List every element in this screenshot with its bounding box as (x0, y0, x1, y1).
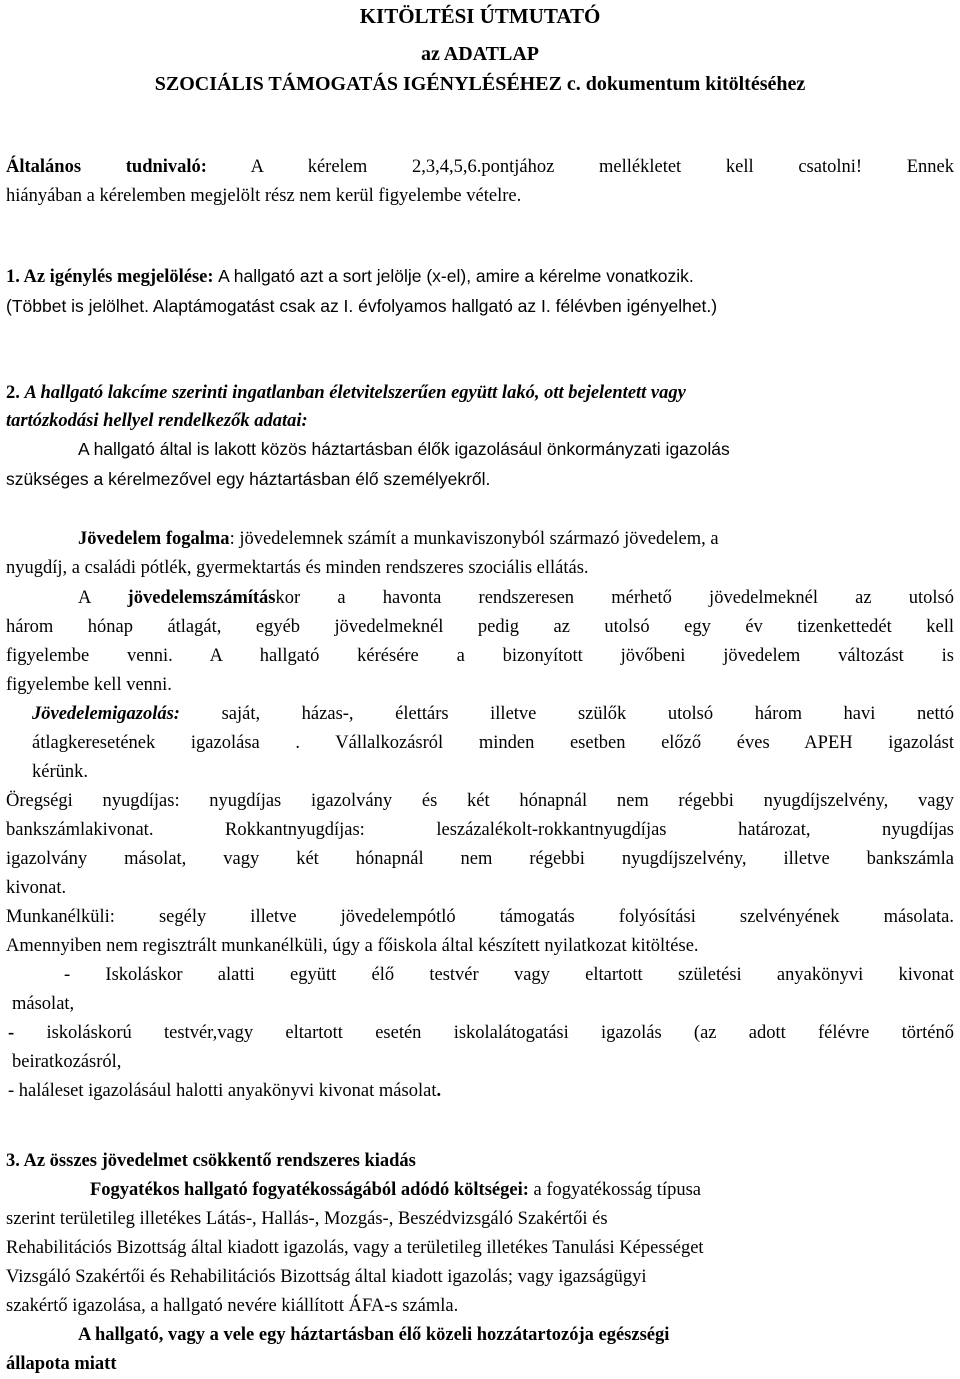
health-line-1: A hallgató, vagy a vele egy háztartásban élő közeli hozzátartozója egészségi (78, 1325, 670, 1345)
section3-heading: 3. Az összes jövedelmet csökkentő rendszeres kiadás (6, 1151, 416, 1171)
sibling-bullet-line-1: - Iskoláskor alatti együtt élő testvér vagy eltartott születési anyakönyvi kivonat (64, 965, 954, 985)
income-calc-line-3: figyelembe venni. A hallgató kérésére a bizonyított jövőbeni jövedelem változást is (6, 646, 954, 666)
section2-household-line-1: A hallgató által is lakott közös háztartásban élők igazolásául önkormányzati igazolás (78, 439, 730, 459)
section2-heading-line-1: 2. A hallgató lakcíme szerinti ingatlanban életvitelszerűen együtt lakó, ott bejelentett vagy (6, 383, 686, 403)
section2-heading-line-2: tartózkodási hellyel rendelkezők adatai: (6, 411, 308, 431)
unemployed-line-2: Amennyiben nem regisztrált munkanélküli, úgy a főiskola által készített nyilatkozat kitöltése. (6, 936, 699, 956)
sibling-bullet-line-2: másolat, (12, 994, 75, 1014)
pension-line-4: kivonat. (6, 878, 67, 898)
income-calc-line-4: figyelembe kell venni. (6, 675, 172, 695)
section2-household-line-2: szükséges a kérelmezővel egy háztartásban élő személyekről. (6, 469, 491, 489)
income-definition-line-1: Jövedelem fogalma: jövedelemnek számít a munkaviszonyból származó jövedelem, a (78, 529, 719, 549)
document-subtitle-2: SZOCIÁLIS TÁMOGATÁS IGÉNYLÉSÉHEZ c. dokumentum kitöltéséhez (154, 73, 806, 95)
student-sibling-bullet-line-2: beiratkozásról, (12, 1052, 122, 1072)
general-info-line-2: hiányában a kérelemben megjelölt rész nem kerül figyelembe vételre. (6, 186, 522, 206)
unemployed-line-1: Munkanélküli: segély illetve jövedelempótló támogatás folyósítási szelvényének másolata. (6, 907, 954, 927)
document-title: KITÖLTÉSI ÚTMUTATÓ (359, 4, 601, 28)
student-sibling-bullet-line-1: - iskoláskorú testvér,vagy eltartott esetén iskolalátogatási igazolás (az adott félévre történő (8, 1023, 955, 1043)
disabled-line-1: Fogyatékos hallgató fogyatékosságából adódó költségei: a fogyatékosság típusa (90, 1180, 702, 1200)
pension-line-1: Öregségi nyugdíjas: nyugdíjas igazolvány és két hónapnál nem régebbi nyugdíjszelvény, vagy (6, 791, 954, 811)
section1-line-1: 1. Az igénylés megjelölése: A hallgató azt a sort jelölje (x-el), amire a kérelme vonatkozik. (6, 266, 694, 287)
pension-line-3: igazolvány másolat, vagy két hónapnál nem régebbi nyugdíjszelvény, illetve bankszámla (6, 849, 954, 869)
income-calc-line-2: három hónap átlagát, egyéb jövedelmeknél pedig az utolsó egy év tizenkettedét kell (6, 617, 954, 637)
health-line-2: állapota miatt (6, 1354, 117, 1374)
income-cert-line-2: átlagkeresetének igazolása . Vállalkozásról minden esetben előző éves APEH igazolást (32, 733, 954, 753)
death-bullet: - haláleset igazolásául halotti anyakönyvi kivonat másolat. (8, 1081, 442, 1101)
disabled-line-2: szerint területileg illetékes Látás-, Hallás-, Mozgás-, Beszédvizsgáló Szakértői és (6, 1209, 608, 1229)
disabled-line-5: szakértő igazolása, a hallgató nevére kiállított ÁFA-s számla. (6, 1296, 459, 1316)
income-calc-line-1: A jövedelemszámításkor a havonta rendszeresen mérhető jövedelmeknél az utolsó (78, 588, 954, 608)
pension-line-2: bankszámlakivonat. Rokkantnyugdíjas: leszázalékolt-rokkantnyugdíjas határozat, nyugdíjas (6, 820, 954, 840)
disabled-line-4: Vizsgáló Szakértői és Rehabilitációs Bizottság által kiadott igazolás; vagy igazságügyi (6, 1267, 647, 1287)
income-cert-line-3: kérünk. (32, 762, 88, 782)
general-info-line-1: Általános tudnivaló: A kérelem 2,3,4,5,6.pontjához mellékletet kell csatolni! Ennek (6, 157, 954, 177)
document-subtitle-1: az ADATLAP (421, 43, 539, 65)
income-definition-line-2: nyugdíj, a családi pótlék, gyermektartás és minden rendszeres szociális ellátás. (6, 558, 589, 578)
section1-line-2: (Többet is jelölhet. Alaptámogatást csak az I. évfolyamos hallgató az I. félévben igényelhet.) (6, 296, 718, 316)
income-cert-line-1: Jövedelemigazolás: saját, házas-, élettárs illetve szülők utolsó három havi nettó (32, 704, 954, 724)
disabled-line-3: Rehabilitációs Bizottság által kiadott igazolás, vagy a területileg illetékes Tanulási Képességet (6, 1238, 704, 1258)
